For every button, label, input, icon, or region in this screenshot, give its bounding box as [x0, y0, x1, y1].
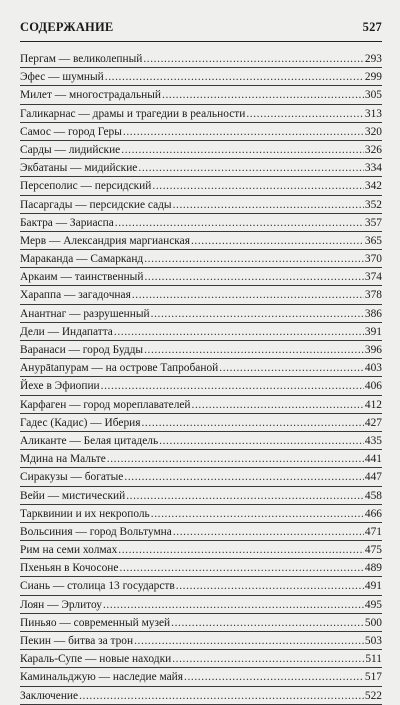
toc-entry-page: 342 [364, 180, 382, 193]
toc-entry-title: Мерв — Александрия маргианская [20, 234, 190, 247]
toc-entry-page: 334 [364, 162, 382, 175]
toc-entry [20, 523, 382, 541]
toc-leader-dots [171, 617, 364, 630]
toc-entry [20, 414, 382, 432]
toc-entry-page: 326 [364, 143, 382, 156]
toc-entry-title: Варанаси — город Будды [20, 344, 144, 356]
toc-entry-page: 522 [364, 689, 382, 702]
toc-entry-title: Лоян — Эрлитоу [20, 598, 102, 611]
toc-entry-page: 396 [364, 344, 382, 356]
toc-leader-dots [143, 53, 364, 66]
toc-entry-page: 447 [364, 471, 382, 484]
toc-leader-dots [144, 344, 364, 357]
toc-leader-dots [105, 71, 364, 84]
toc-leader-dots [118, 544, 364, 557]
toc-entry-title: Рим на семи холмах [20, 544, 118, 557]
toc-entry-page: 458 [364, 489, 382, 502]
toc-entry-title: Галикарнас — драмы и трагедии в реальности [20, 107, 246, 120]
toc-leader-dots [144, 253, 364, 266]
running-title: СОДЕРЖАНИЕ [20, 20, 114, 34]
toc-leader-dots [172, 653, 364, 666]
toc-entry-title: Сиань — столица 13 государств [20, 580, 175, 593]
toc-entry-title: Вольсиния — город Вольтумна [20, 525, 172, 538]
toc-entry-title: Гадес (Кадис) — Иберия [20, 416, 141, 429]
toc-leader-dots [176, 580, 364, 593]
toc-entry [20, 632, 382, 650]
toc-entry [20, 487, 382, 505]
toc-leader-dots [173, 526, 364, 539]
toc-entry-page: 406 [364, 380, 382, 393]
toc-leader-dots [152, 180, 364, 193]
toc-leader-dots [115, 217, 364, 230]
toc-entry-title: Сиракузы — богатые [20, 471, 124, 484]
toc-entry [20, 286, 382, 304]
toc-entry-page: 305 [364, 89, 382, 102]
toc-entry-title: Мараканда — Самарканд [20, 253, 144, 266]
toc-entry-page: 500 [364, 616, 382, 629]
toc-entry [20, 105, 382, 123]
toc-leader-dots [219, 362, 364, 375]
toc-entry [20, 232, 382, 250]
toc-entry [20, 159, 382, 177]
toc-entry-page: 293 [364, 53, 382, 65]
toc-leader-dots [114, 326, 364, 339]
toc-entry [20, 596, 382, 614]
toc-leader-dots [191, 235, 364, 248]
toc-leader-dots [124, 471, 364, 484]
toc-entry-title: Тарквинии и их некрополь [20, 507, 150, 520]
toc-entry [20, 177, 382, 195]
toc-entry-title: Анантнаг — разрушенный [20, 307, 150, 320]
toc-entry-page: 427 [364, 416, 382, 429]
toc-leader-dots [103, 599, 364, 612]
toc-leader-dots [79, 690, 364, 703]
toc-entry-page: 365 [364, 234, 382, 247]
toc-leader-dots [121, 144, 364, 157]
toc-leader-dots [151, 308, 364, 321]
toc-entry [20, 468, 382, 486]
toc-leader-dots [184, 671, 364, 684]
toc-entry [20, 141, 382, 159]
toc-entry [20, 250, 382, 268]
toc-leader-dots [123, 126, 364, 139]
toc-entry-title: Экбатаны — мидийские [20, 162, 138, 175]
toc-entry-page: 386 [364, 307, 382, 320]
toc-entry-title: Сарды — лидийские [20, 143, 121, 156]
toc-entry-title: Пекин — битва за трон [20, 635, 134, 647]
toc-entry-page: 378 [364, 289, 382, 302]
toc-leader-dots [159, 435, 364, 448]
toc-entry-title: Пиньяо — современный музей [20, 616, 171, 629]
toc-leader-dots [246, 108, 364, 121]
toc-entry-page: 503 [364, 635, 382, 647]
toc-entry-page: 320 [364, 125, 382, 138]
toc-entry-page: 313 [364, 107, 382, 120]
toc-entry-title: Самос — город Геры [20, 125, 122, 138]
toc-entry-title: Пергам — великолепный [20, 53, 143, 65]
toc-entry-title: Пхеньян в Кочосоне [20, 562, 119, 575]
toc-entry-page: 352 [364, 198, 382, 211]
toc-leader-dots [132, 289, 364, 302]
toc-entry [20, 559, 382, 577]
toc-entry-page: 475 [364, 544, 382, 557]
toc-entry [20, 377, 382, 395]
toc-entry-title: Заключение [20, 689, 79, 702]
toc-entry-title: Дели — Индапатта [20, 325, 113, 338]
toc-entry-title: Каминальджую — наследие майя [20, 671, 184, 684]
toc-entry-title: Бактра — Зариаспа [20, 216, 114, 229]
toc-entry-page: 466 [364, 507, 382, 520]
toc-entry [20, 359, 382, 377]
page-header [20, 20, 382, 42]
toc-leader-dots [151, 508, 364, 521]
toc-leader-dots [126, 490, 364, 503]
toc-entry-page: 517 [364, 671, 382, 684]
toc-entry-page: 357 [364, 216, 382, 229]
toc-leader-dots [144, 271, 363, 284]
toc-entry [20, 650, 382, 668]
toc-entry-title: Хараппа — загадочная [20, 289, 131, 302]
toc-entry-title: Вейи — мистический [20, 489, 126, 502]
toc-entry [20, 196, 382, 214]
toc-leader-dots [138, 162, 364, 175]
toc-entry-title: Милет — многострадальный [20, 89, 161, 102]
toc-leader-dots [119, 562, 363, 575]
toc-entry-page: 435 [364, 434, 382, 447]
toc-entry [20, 577, 382, 595]
toc-entry-title: Йехе в Эфиопии [20, 380, 100, 393]
toc-entry [20, 541, 382, 559]
toc-entry-page: 299 [364, 71, 382, 84]
toc-entry-title: Эфес — шумный [20, 71, 104, 84]
toc-entry-title: Мдина на Мальте [20, 453, 106, 466]
toc-entry [20, 268, 382, 286]
toc-entry [20, 450, 382, 468]
toc-leader-dots [192, 399, 364, 412]
toc-entry [20, 668, 382, 686]
toc-leader-dots [107, 453, 364, 466]
toc-entry [20, 214, 382, 232]
toc-entry [20, 50, 382, 68]
toc-entry-title: Караль-Супе — новые находки [20, 653, 172, 666]
toc-entry [20, 305, 382, 323]
toc-entry-title: Персеполис — персидский [20, 180, 152, 193]
toc-entry-title: Аликанте — Белая цитадель [20, 434, 159, 447]
toc-entry [20, 687, 382, 705]
toc-entry-page: 403 [364, 362, 382, 375]
toc-entry-page: 511 [365, 653, 382, 666]
table-of-contents [20, 50, 382, 705]
toc-leader-dots [173, 199, 364, 212]
toc-entry [20, 432, 382, 450]
toc-entry [20, 68, 382, 86]
toc-entry-page: 489 [364, 562, 382, 575]
toc-entry [20, 505, 382, 523]
toc-entry-title: Карфаген — город мореплавателей [20, 398, 191, 411]
toc-entry-title: Анурātапурам — на острове Тапробаной [20, 362, 219, 375]
toc-entry-page: 491 [364, 580, 382, 593]
toc-entry-page: 391 [364, 325, 382, 338]
toc-entry [20, 341, 382, 359]
toc-entry-page: 374 [364, 271, 382, 284]
toc-leader-dots [162, 89, 364, 102]
page-number: 527 [362, 20, 382, 34]
toc-entry-title: Аркаим — таинственный [20, 271, 144, 284]
toc-entry-title: Пасаргады — персидские сады [20, 198, 172, 211]
toc-entry [20, 323, 382, 341]
toc-entry-page: 441 [364, 453, 382, 466]
toc-entry-page: 370 [364, 253, 382, 266]
toc-entry-page: 471 [364, 525, 382, 538]
toc-leader-dots [141, 417, 363, 430]
toc-entry [20, 123, 382, 141]
toc-entry-page: 495 [364, 598, 382, 611]
toc-entry [20, 396, 382, 414]
toc-leader-dots [101, 380, 364, 393]
toc-entry-page: 412 [364, 398, 382, 411]
toc-entry [20, 86, 382, 104]
toc-leader-dots [134, 635, 364, 648]
